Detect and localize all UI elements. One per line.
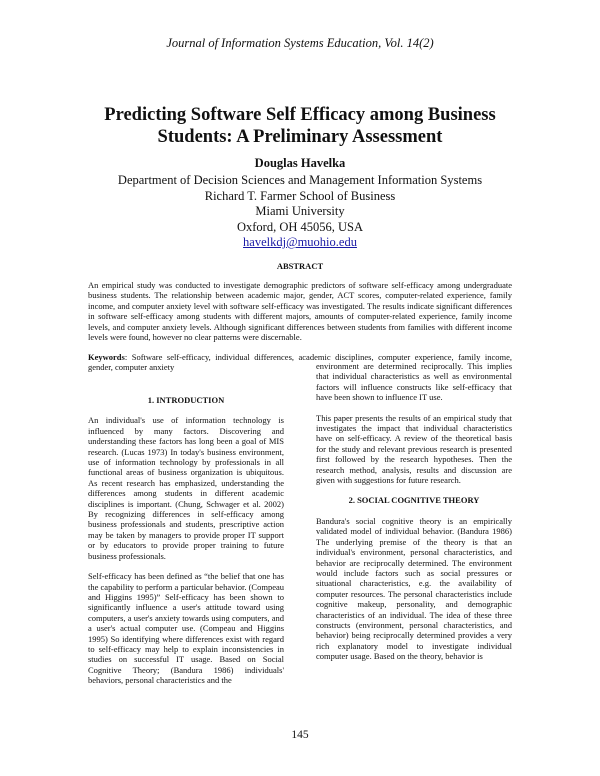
address: Oxford, OH 45056, USA bbox=[236, 219, 364, 234]
left-column bbox=[88, 395, 284, 696]
author-affiliation bbox=[0, 173, 600, 251]
abstract-text: An empirical study was conducted to investigate demographic predictors of software self-efficacy among undergraduate business students. The relationship between academic major, gender, ACT scores, computer-related experience, family income, and computer anxiety level with software self-efficacy was investigated. The results indicate significant differences in software self-efficacy among students with different majors, amounts of computer-related experience, family income levels, and computer anxiety levels. Although significant differences between students from families with different income levels were found, however no clear patterns were discernable. bbox=[88, 280, 512, 343]
section-heading-social-cognitive-theory: 2. SOCIAL COGNITIVE THEORY bbox=[348, 495, 480, 506]
school: Richard T. Farmer School of Business bbox=[204, 188, 396, 203]
keywords-text: : Software self-efficacy, individual differences, academic disciplines, computer experience, family income, gender, computer anxiety bbox=[88, 352, 512, 373]
introduction-paragraph-2: Self-efficacy has been defined as “the belief that one has the capability to perform a particular behavior. (Compeau and Higgins 1995)” Self-efficacy has been shown to significantly influence a user's attitude toward using computers, a user's anxiety towards using computers, and a user's actual computer use. (Compeau and Higgins 1995) So identifying where differences exist with regard to self-efficacy may help to explain inconsistencies in studies on successful IT usage. Based on Social Cognitive Theory; (Bandura 1986) individuals' behaviors, personal characteristics and the bbox=[88, 571, 284, 686]
social-cognitive-theory-paragraph: Bandura's social cognitive theory is an empirically validated model of individual behavior. (Bandura 1986) The underlying premise of the theory is that an individual's environment, personal characteristics, and behavior are reciprocally determined. The environment would include factors such as social pressures or situational characteristics, e.g. the availability of computer resources. The personal characteristics include cognitive makeup, personality, and demographic characteristics of an individual. The idea of these three constructs (environment, personal characteristics, and behavior) being reciprocally determined provides a very rich explanatory model to investigate individual computer usage. Based on the theory, behavior is bbox=[316, 515, 512, 662]
author-email-link[interactable]: havelkdj@muohio.edu bbox=[243, 235, 357, 249]
keywords-label: Keywords bbox=[88, 352, 125, 362]
department: Department of Decision Sciences and Management Information Systems bbox=[117, 173, 483, 187]
title-line-1: Predicting Software Self Efficacy among Business bbox=[104, 105, 496, 125]
right-column bbox=[316, 361, 512, 672]
introduction-paragraph-continued: environment are determined reciprocally. This implies that individual characteristics as well as environmental factors will influence constructs like self-efficacy that have been shown to influence IT use. bbox=[316, 361, 512, 403]
university: Miami University bbox=[255, 204, 345, 218]
introduction-paragraph-1: An individual's use of information technology is influenced by many factors. Discovering and understanding these factors has long been a goal of MIS research. (Lucas 1973) In today's business environment, use of information technology by professionals in all functional areas of business organization is ubiquitous. As recent research has emphasized, understanding the differences among students in different academic disciplines is important. (Chung, Schwager et al. 2002) By recognizing differences in self-efficacy among business professionals and students, prescriptive action may be taken by managers to provide proper IT support or by educators to provide proper training to future business professionals. bbox=[88, 415, 284, 561]
journal-header: Journal of Information Systems Education, Vol. 14(2) bbox=[166, 36, 434, 50]
introduction-paragraph-3: This paper presents the results of an empirical study that investigates the impact that individual characteristics have on self-efficacy. A review of the theoretical basis for the study and relevant previous research is presented first followed by the research hypotheses. Then the research method, analysis, results and discussion are given with suggestions for future research. bbox=[316, 412, 512, 486]
section-heading-introduction: 1. INTRODUCTION bbox=[147, 395, 225, 405]
title-line-2: Students: A Preliminary Assessment bbox=[157, 127, 443, 147]
page-number: 145 bbox=[291, 729, 309, 741]
author-name: Douglas Havelka bbox=[254, 156, 346, 170]
paper-title bbox=[60, 104, 540, 148]
abstract-heading: ABSTRACT bbox=[276, 261, 324, 271]
